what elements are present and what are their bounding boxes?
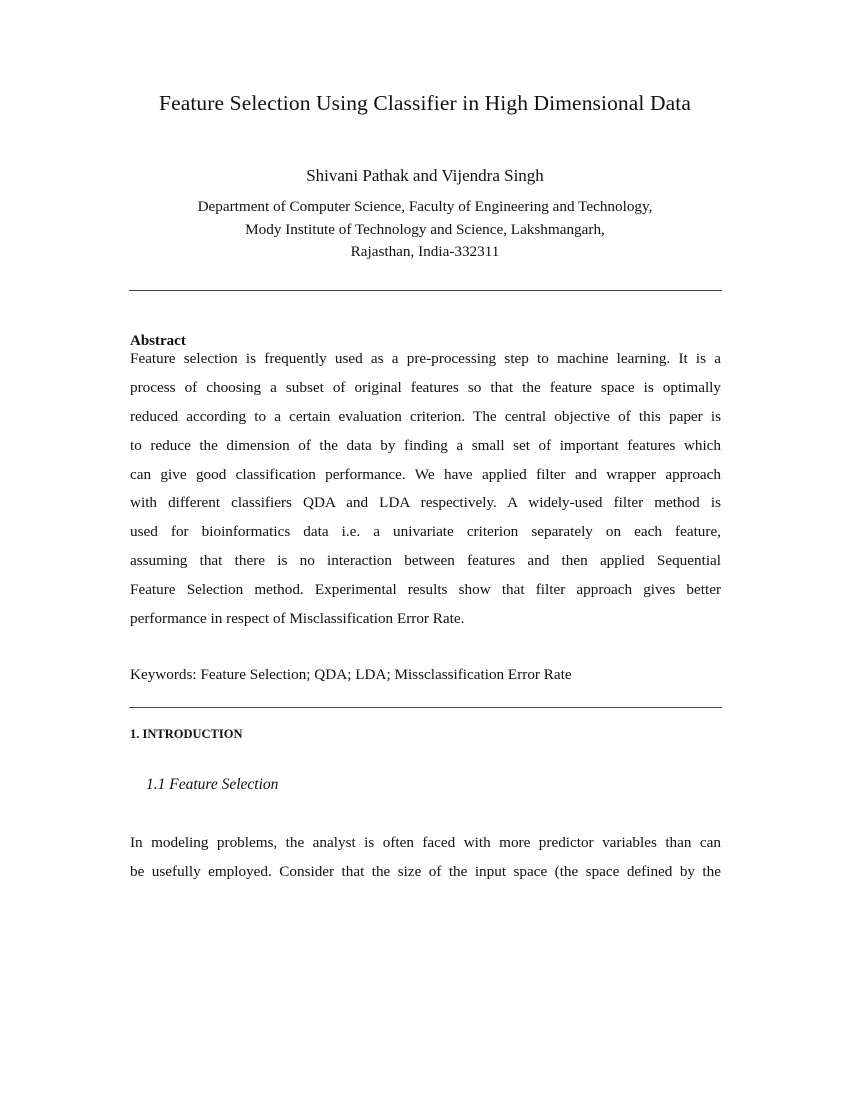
abstract-body: [130, 345, 721, 634]
body-line: In modeling problems, the analyst is often faced with more predictor variables than can: [130, 834, 721, 851]
section-heading: 1. INTRODUCTION: [130, 727, 243, 741]
abstract-line: Feature selection is frequently used as a pre-processing step to machine learning. It is a: [130, 350, 721, 367]
abstract-line: with different classifiers QDA and LDA respectively. A widely-used filter method is: [130, 494, 721, 512]
paper-title: Feature Selection Using Classifier in High Dimensional Data: [159, 91, 691, 115]
abstract-line: performance in respect of Misclassification Error Rate.: [130, 610, 465, 628]
introduction-body: [130, 829, 721, 887]
paper-authors: Shivani Pathak and Vijendra Singh: [306, 166, 544, 185]
author-affiliation: [0, 196, 850, 264]
abstract-line: process of choosing a subset of original features so that the feature space is optimally: [130, 378, 721, 396]
abstract-line: used for bioinformatics data i.e. a univariate criterion separately on each feature,: [130, 523, 721, 541]
abstract-line: can give good classification performance. We have applied filter and wrapper approach: [130, 465, 721, 483]
abstract-heading: Abstract: [130, 333, 186, 349]
abstract-line: to reduce the dimension of the data by finding a small set of important features which: [130, 436, 721, 454]
abstract-line: assuming that there is no interaction between features and then applied Sequential: [130, 552, 721, 570]
abstract-line: Feature Selection method. Experimental results show that filter approach gives better: [130, 581, 721, 599]
keywords: Keywords: Feature Selection; QDA; LDA; Missclassification Error Rate: [130, 666, 572, 683]
affiliation-line: Rajasthan, India-332311: [350, 243, 500, 260]
top-divider: [129, 290, 722, 291]
affiliation-line: Mody Institute of Technology and Science, Lakshmangarh,: [245, 220, 605, 238]
affiliation-line: Department of Computer Science, Faculty of Engineering and Technology,: [197, 198, 653, 215]
bottom-divider: [129, 707, 722, 708]
body-line: be usefully employed. Consider that the size of the input space (the space defined by the: [130, 862, 721, 880]
abstract-line: reduced according to a certain evaluation criterion. The central objective of this paper is: [130, 407, 721, 425]
subsection-heading: 1.1 Feature Selection: [146, 776, 279, 793]
